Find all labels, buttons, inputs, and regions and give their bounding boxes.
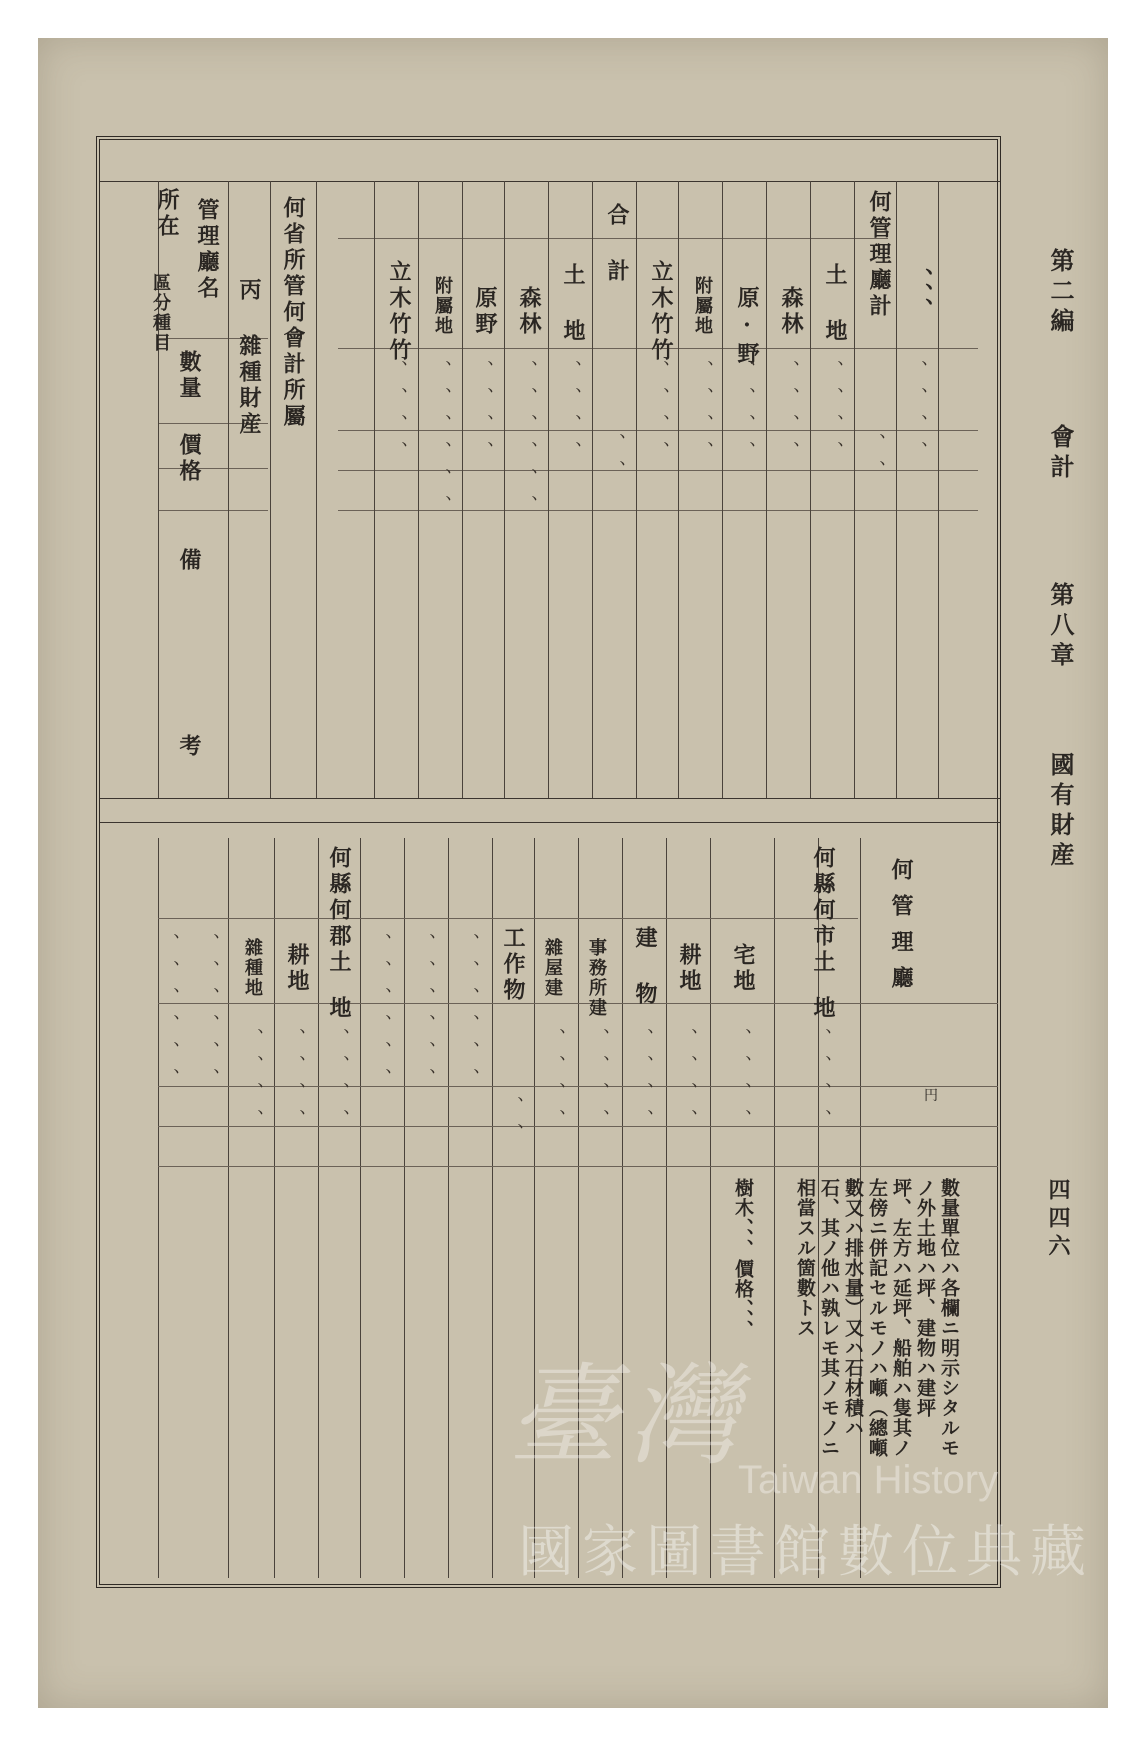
mark-column: 、、、、 <box>473 360 494 477</box>
city-land-header: 何縣何市土地 <box>810 846 836 1022</box>
col-line <box>854 181 855 798</box>
building-header: 建 物 <box>632 926 658 1008</box>
col-line <box>766 181 767 798</box>
mark-column: 、、、、、、 <box>415 933 436 1104</box>
note-line-4: 左傍ニ併記セルモノハ噸（總噸 <box>866 1178 888 1458</box>
col-line <box>504 181 505 798</box>
mark-column: 、、、、 <box>779 360 800 477</box>
top-office-header: 何管理廳計 <box>866 190 892 320</box>
row-line <box>158 510 268 511</box>
forest-header-2: 森林 <box>516 286 542 338</box>
office-building-header: 事務所建 <box>586 938 607 1018</box>
mark-column: 、、、、 <box>243 1028 264 1145</box>
residential-land-header: 宅地 <box>730 943 756 995</box>
mark-column: 、、 <box>605 433 626 496</box>
row-line <box>158 918 858 919</box>
running-head <box>1043 248 1078 872</box>
county-land-header: 何縣何郡土地 <box>326 846 352 1022</box>
total-header: 合 計 <box>604 203 630 285</box>
col-line <box>810 181 811 798</box>
remark-header: 備考 <box>176 548 202 760</box>
col-line <box>722 181 723 798</box>
field-header-2: 原野 <box>472 286 498 338</box>
location-header: 所在 <box>154 188 180 240</box>
mark-column: 、、、、、、 <box>371 933 392 1104</box>
mark-column: 、、、、 <box>693 360 714 477</box>
structure-header: 工作物 <box>500 926 526 1004</box>
mark-column: 、、、、 <box>387 360 408 477</box>
attached-land-header-2: 附屬地 <box>432 276 453 336</box>
note-line-7: 相當スル箇數トス <box>794 1178 816 1338</box>
mark-column: 、、、、、、 <box>199 933 220 1104</box>
note-line-2: ノ外土地ハ坪、建物ハ建坪 <box>914 1178 936 1418</box>
mark-column: 、、、、 <box>823 360 844 477</box>
row-line <box>158 1086 998 1087</box>
mark-column: 、、、、 <box>649 360 670 477</box>
col-line <box>548 181 549 798</box>
col-line <box>360 838 361 1578</box>
document-page <box>38 38 1108 1708</box>
col-line <box>938 181 939 798</box>
mark-column: 、、、、 <box>633 1028 654 1145</box>
qty-header: 數量 <box>176 350 202 402</box>
standing-tree-header: 立木竹竹 <box>648 260 674 364</box>
land-header: 土 地 <box>822 263 848 345</box>
bottom-office-header: 何管理廳 <box>888 858 914 1002</box>
row-line <box>158 1166 998 1167</box>
col-line <box>318 838 319 1578</box>
field-header: 原·野 <box>734 286 760 368</box>
mark-column: 、、、、 <box>735 360 756 477</box>
mark-column: 、、、、 <box>731 1028 752 1145</box>
col-line <box>316 181 317 798</box>
mark-column: 、、、、 <box>329 1028 350 1145</box>
col-line <box>270 181 271 798</box>
page-number: 四四六 <box>1045 1178 1071 1262</box>
ministry-header: 何省所管何會計所屬 <box>280 196 306 430</box>
col-line <box>492 838 493 1578</box>
mark-column: 、、、、 <box>811 1028 832 1145</box>
mark-column: 、、 <box>503 1096 524 1159</box>
col-line <box>896 181 897 798</box>
col-line <box>678 181 679 798</box>
col-line <box>448 838 449 1578</box>
watermark-latin: Taiwan History <box>738 1458 999 1502</box>
note-line-1: 數量單位ハ各欄ニ明示シタルモ <box>938 1178 960 1458</box>
note-line-3: 坪、左方ハ延坪、船舶ハ隻其ノ <box>890 1178 912 1458</box>
price-header: 價格 <box>176 433 202 485</box>
section-header: 丙 雜種財産 <box>236 278 262 438</box>
mark-column: 、、、、、、 <box>159 933 180 1104</box>
mark-column: 、、、、 <box>589 1028 610 1145</box>
top-blank-marks: 、、、 <box>908 268 934 324</box>
watermark-library: 國家圖書館數位典藏 <box>518 1520 1094 1585</box>
col-line <box>462 181 463 798</box>
col-line <box>404 838 405 1578</box>
standing-tree-header-2: 立木竹竹 <box>386 260 412 364</box>
mark-column: 、、、、、、 <box>517 360 538 531</box>
yen-unit: 円 <box>924 1088 938 1104</box>
chapter-title: 國有財産 <box>1046 752 1075 872</box>
row-line <box>158 1126 998 1127</box>
farm-land-header-2: 耕地 <box>284 943 310 995</box>
kind-header: 區分種目 <box>150 273 171 353</box>
row-line <box>158 468 268 469</box>
mark-column: 、、、、 <box>285 1028 306 1145</box>
row-line <box>158 1003 998 1004</box>
mark-column: 、、、、 <box>677 1028 698 1145</box>
chapter-label: 第八章 <box>1046 582 1075 672</box>
farm-land-header: 耕地 <box>676 943 702 995</box>
mark-column: 、、、、、、 <box>459 933 480 1104</box>
note-line-5: 數又ハ排水量）又ハ石材積ハ <box>842 1178 864 1438</box>
note-line-6: 石、其ノ他ハ孰レモ其ノモノニ <box>818 1178 840 1458</box>
watermark-script: 臺灣 <box>508 1352 748 1480</box>
mid-rule-1 <box>100 798 1000 799</box>
col-line <box>274 838 275 1578</box>
mark-column: 、、、、 <box>907 360 928 477</box>
misc-land-header: 雜種地 <box>242 938 263 998</box>
land-header-2: 土 地 <box>560 263 586 345</box>
note-trees: 樹木、、、價格、、、 <box>732 1178 754 1340</box>
col-line <box>636 181 637 798</box>
mark-column: 、、、、 <box>545 1028 566 1145</box>
col-line <box>592 181 593 798</box>
part-title: 會計 <box>1046 424 1075 484</box>
mark-column: 、、、、 <box>561 360 582 477</box>
top-rule <box>100 181 1000 182</box>
mid-rule-2 <box>100 822 1000 823</box>
col-line <box>228 181 229 798</box>
forest-header: 森林 <box>778 286 804 338</box>
col-line <box>418 181 419 798</box>
mark-column: 、、、、、、 <box>431 360 452 531</box>
office-name-header: 管理廳名 <box>194 198 220 302</box>
misc-building-header: 雜屋建 <box>542 938 563 998</box>
mark-column: 、、 <box>865 433 886 496</box>
col-line <box>228 838 229 1578</box>
attached-land-header: 附屬地 <box>692 276 713 336</box>
col-line <box>374 181 375 798</box>
part-label: 第二編 <box>1046 248 1075 338</box>
